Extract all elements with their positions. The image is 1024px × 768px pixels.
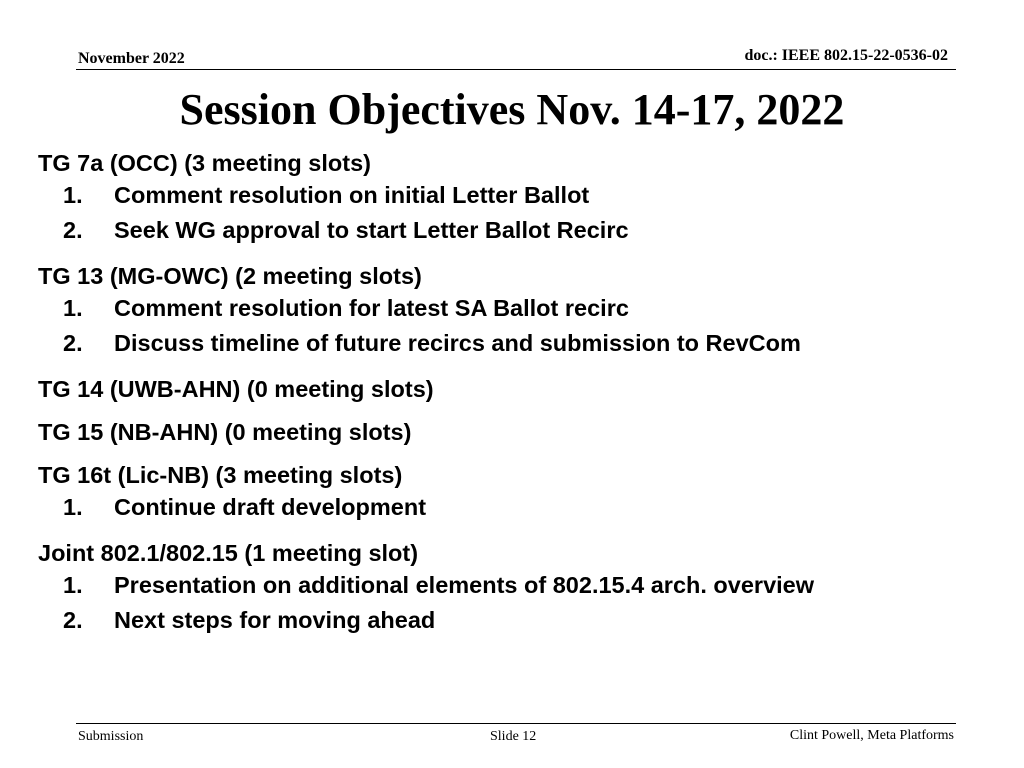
item-text: Comment resolution for latest SA Ballot recirc [114,295,629,321]
item-number: 1. [63,295,83,321]
list-item [38,178,998,213]
header-doc-id: doc.: IEEE 802.15-22-0536-02 [744,47,948,64]
group-joint [38,538,998,638]
header-divider [76,69,956,70]
header-date: November 2022 [78,50,185,67]
item-number: 2. [63,217,83,243]
group-title: TG 13 (MG-OWC) (2 meeting slots) [38,263,422,289]
slide-title: Session Objectives Nov. 14-17, 2022 [179,85,845,134]
group-tg15 [38,417,998,447]
item-number: 2. [63,330,83,356]
item-text: Next steps for moving ahead [114,607,436,633]
footer-divider [76,723,956,724]
group-tg13 [38,261,998,361]
footer-author: Clint Powell, Meta Platforms [789,728,954,743]
group-tg14 [38,374,998,404]
item-text: Discuss timeline of future recircs and submission to RevCom [114,330,801,356]
group-title: Joint 802.1/802.15 (1 meeting slot) [38,540,419,566]
item-number: 2. [63,607,83,633]
group-title: TG 16t (Lic-NB) (3 meeting slots) [38,462,403,488]
group-tg16t [38,460,998,525]
group-title: TG 7a (OCC) (3 meeting slots) [38,150,371,176]
slide-content [38,148,998,651]
footer-submission: Submission [78,729,144,744]
item-text: Continue draft development [114,494,427,520]
list-item [38,603,998,638]
item-number: 1. [63,182,83,208]
list-item [38,568,998,603]
list-item [38,326,998,361]
item-text: Seek WG approval to start Letter Ballot Recirc [114,217,629,243]
list-item [38,490,998,525]
item-text: Comment resolution on initial Letter Ballot [114,182,590,208]
item-number: 1. [63,572,83,598]
item-number: 1. [63,494,83,520]
group-tg7a [38,148,998,248]
item-text: Presentation on additional elements of 802.15.4 arch. overview [114,572,815,598]
footer-slide-number: Slide 12 [490,729,537,744]
group-title: TG 15 (NB-AHN) (0 meeting slots) [38,419,412,445]
list-item [38,213,998,248]
group-title: TG 14 (UWB-AHN) (0 meeting slots) [38,376,434,402]
list-item [38,291,998,326]
